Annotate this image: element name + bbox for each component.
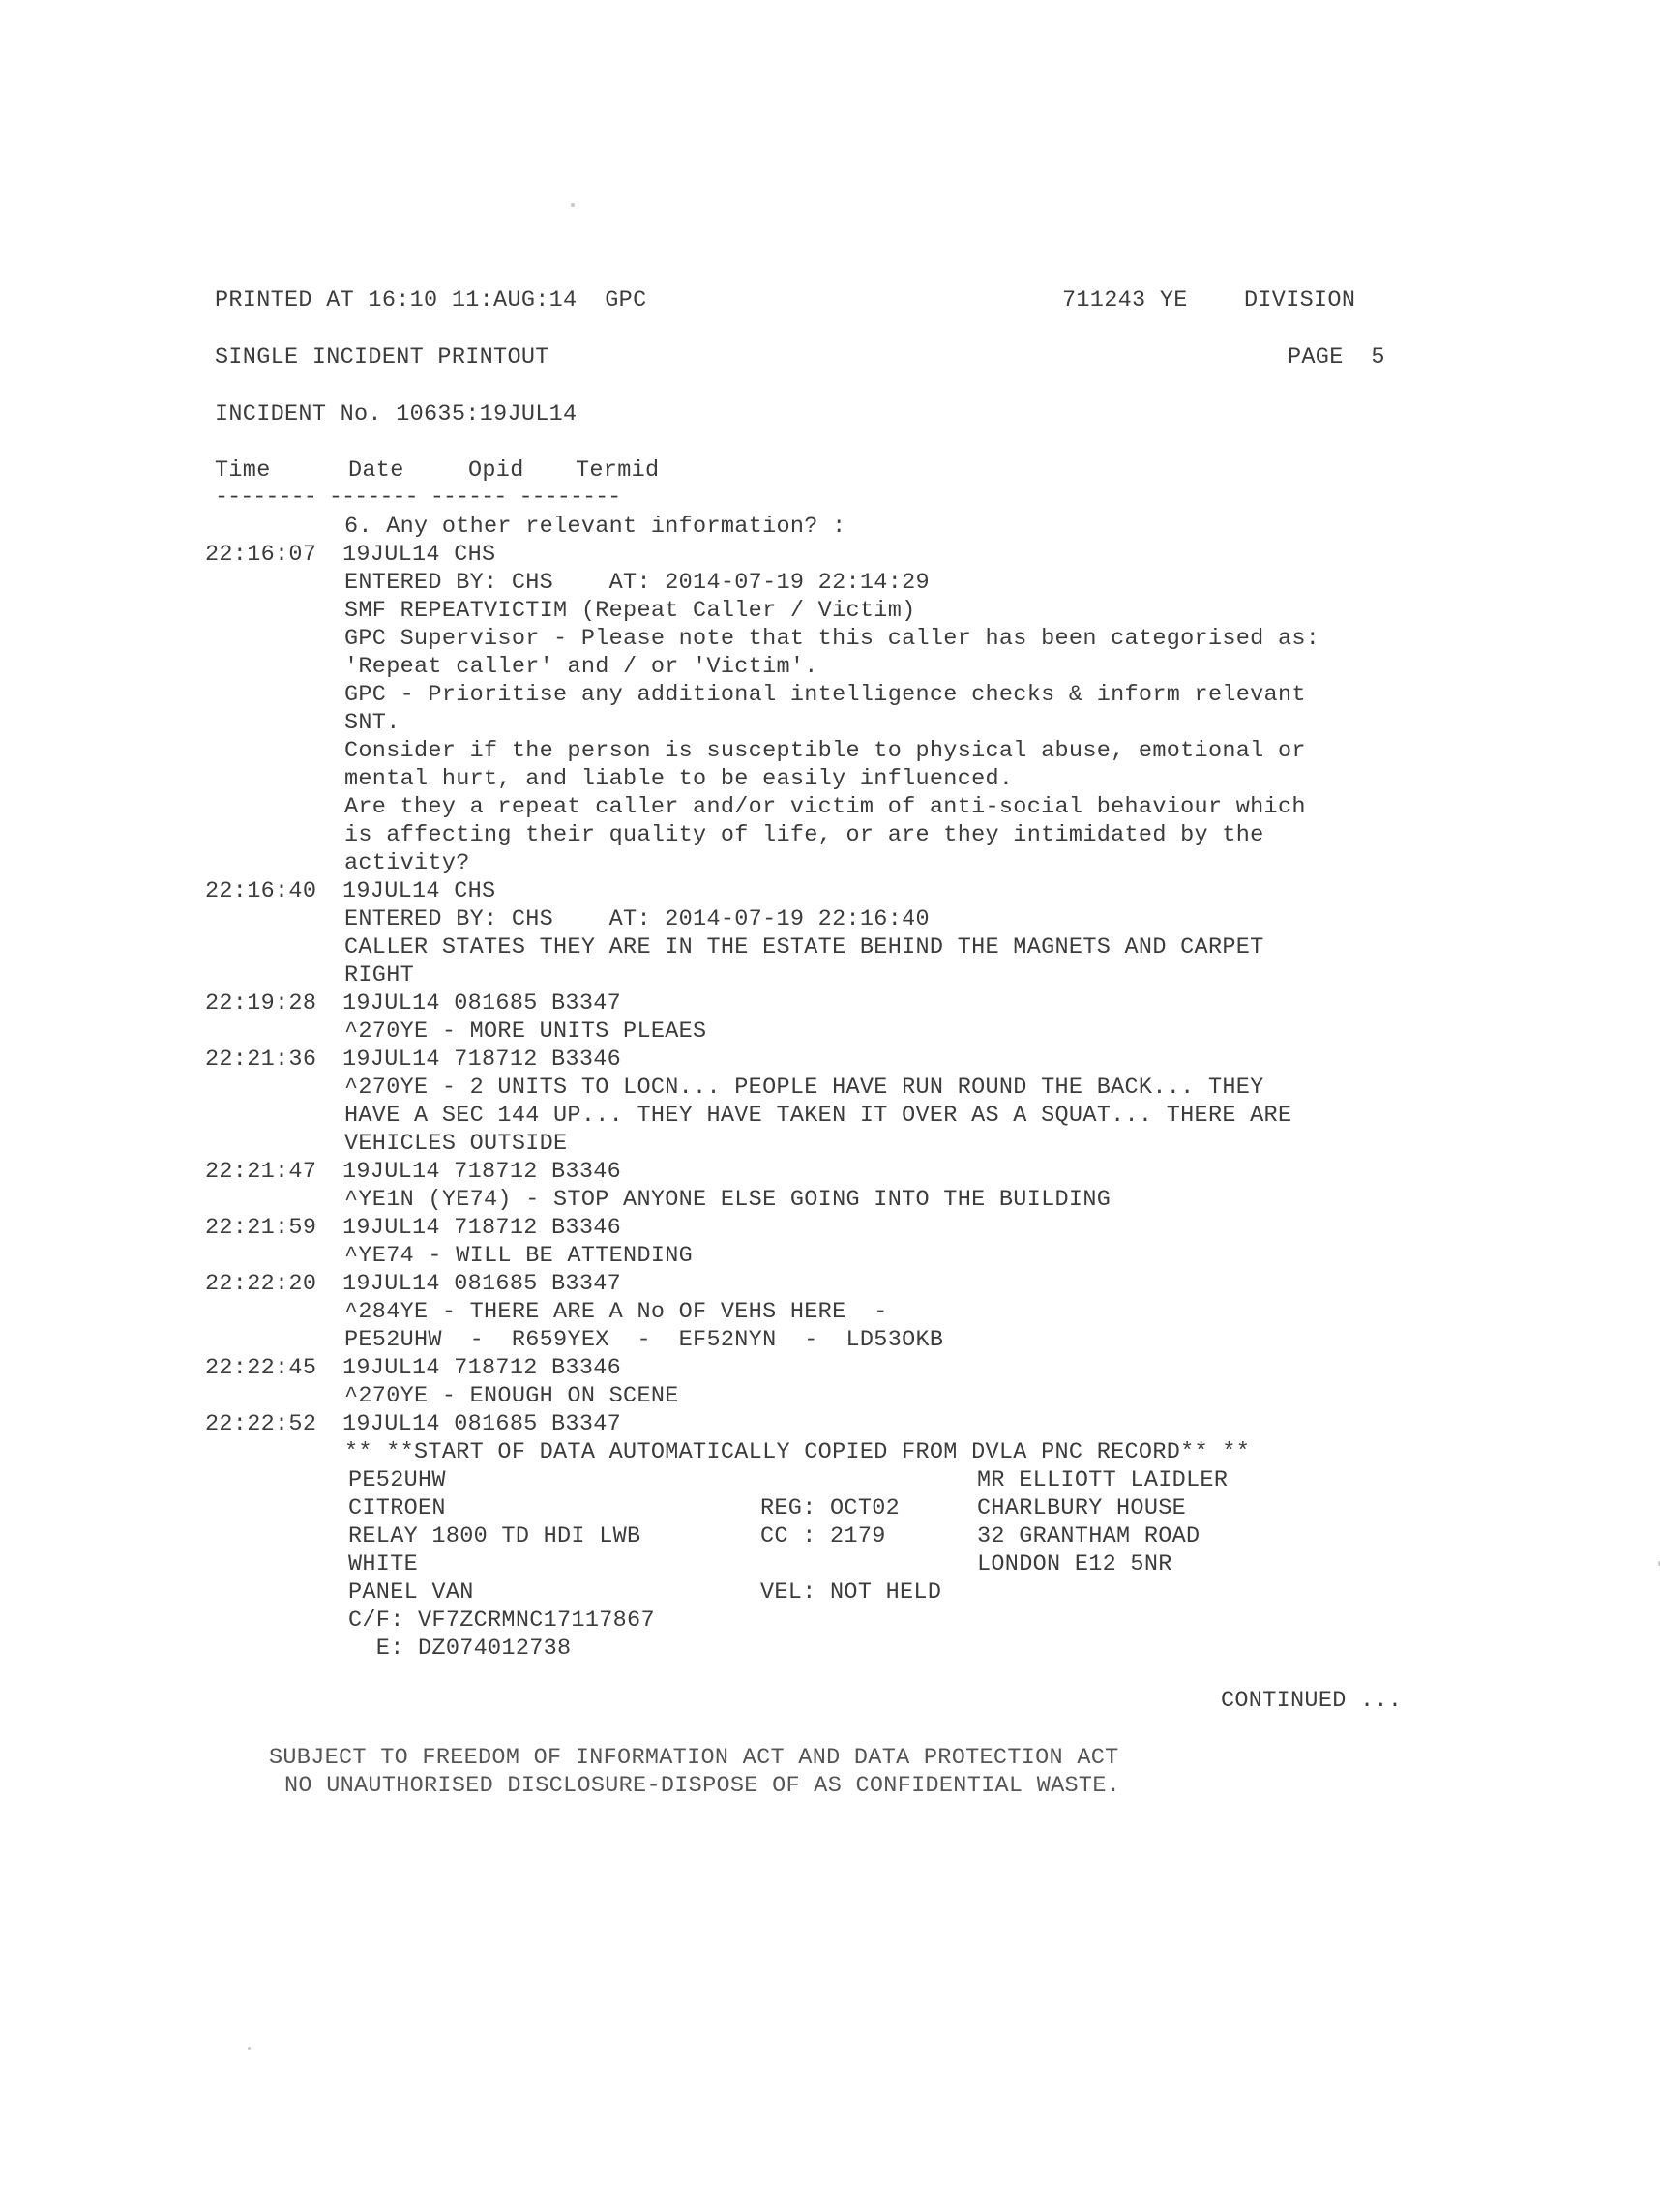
log-timestamp: 22:22:45 [205,1355,317,1381]
log-line: Are they a repeat caller and/or victim of anti-social behaviour which [344,794,1306,820]
log-line: 19JUL14 081685 B3347 [342,1411,622,1437]
log-line: Consider if the person is susceptible to physical abuse, emotional or [344,738,1306,764]
vehicle-left-field: E: DZ074012738 [348,1636,572,1662]
log-timestamp: 22:16:07 [205,542,317,568]
scan-speck [571,203,575,207]
log-line: 19JUL14 718712 B3346 [342,1159,622,1185]
footer-notice-line1: SUBJECT TO FREEDOM OF INFORMATION ACT AND DATA PROTECTION ACT [269,1745,1119,1771]
log-line: SMF REPEATVICTIM (Repeat Caller / Victim) [344,598,916,624]
log-line: CALLER STATES THEY ARE IN THE ESTATE BEHIND THE MAGNETS AND CARPET [344,934,1264,960]
log-timestamp: 22:22:20 [205,1271,317,1297]
log-line: GPC - Prioritise any additional intelligence checks & inform relevant [344,682,1306,708]
vehicle-left-field: WHITE [348,1551,419,1578]
log-line: 19JUL14 718712 B3346 [342,1047,622,1073]
scan-speck [248,2047,251,2050]
log-line: ** **START OF DATA AUTOMATICALLY COPIED FROM DVLA PNC RECORD** ** [344,1439,1251,1465]
vehicle-left-field: C/F: VF7ZCRMNC17117867 [348,1607,655,1634]
printed-at: PRINTED AT 16:10 11:AUG:14 GPC [215,287,647,313]
log-line: ^270YE - 2 UNITS TO LOCN... PEOPLE HAVE RUN ROUND THE BACK... THEY [344,1075,1264,1101]
vehicle-right-field: LONDON E12 5NR [977,1551,1172,1578]
log-timestamp: 22:19:28 [205,990,317,1017]
log-line: RIGHT [344,962,415,988]
vehicle-right-field: MR ELLIOTT LAIDLER [977,1467,1229,1493]
column-date: Date [348,457,404,484]
log-timestamp: 22:22:52 [205,1411,317,1437]
log-line: 19JUL14 CHS [342,542,496,568]
log-timestamp: 22:21:47 [205,1159,317,1185]
log-line: PE52UHW - R659YEX - EF52NYN - LD53OKB [344,1327,944,1353]
log-line: ENTERED BY: CHS AT: 2014-07-19 22:14:29 [344,570,930,596]
log-line: 19JUL14 081685 B3347 [342,1271,622,1297]
log-line: ^284YE - THERE ARE A No OF VEHS HERE - [344,1299,888,1325]
log-line: 19JUL14 718712 B3346 [342,1215,622,1241]
vehicle-left-field: PANEL VAN [348,1579,474,1606]
log-line: is affecting their quality of life, or are they intimidated by the [344,822,1264,848]
log-line: ENTERED BY: CHS AT: 2014-07-19 22:16:40 [344,906,930,932]
log-line: VEHICLES OUTSIDE [344,1131,568,1157]
vehicle-right-field: CHARLBURY HOUSE [977,1495,1187,1521]
vehicle-right-field: 32 GRANTHAM ROAD [977,1523,1201,1549]
vehicle-middle-field: CC : 2179 [760,1523,886,1549]
column-rule: -------- ------- ------ -------- [215,485,621,511]
log-timestamp: 22:21:36 [205,1047,317,1073]
division-ref: 711243 YE [1062,287,1188,313]
log-line: ^270YE - ENOUGH ON SCENE [344,1383,679,1409]
log-line: 19JUL14 718712 B3346 [342,1355,622,1381]
log-line: activity? [344,850,470,876]
vehicle-left-field: RELAY 1800 TD HDI LWB [348,1523,641,1549]
log-timestamp: 22:16:40 [205,878,317,904]
document-title: SINGLE INCIDENT PRINTOUT [215,344,549,370]
page-number: PAGE 5 [1288,344,1385,370]
log-line: ^YE1N (YE74) - STOP ANYONE ELSE GOING INTO THE BUILDING [344,1187,1112,1213]
log-line: HAVE A SEC 144 UP... THEY HAVE TAKEN IT OVER AS A SQUAT... THERE ARE [344,1103,1292,1129]
column-termid: Termid [576,457,660,484]
division-label: DIVISION [1244,287,1356,313]
log-line: GPC Supervisor - Please note that this caller has been categorised as: [344,626,1320,652]
column-time: Time [215,457,271,484]
vehicle-left-field: CITROEN [348,1495,446,1521]
vehicle-middle-field: REG: OCT02 [760,1495,901,1521]
log-line: ^YE74 - WILL BE ATTENDING [344,1243,694,1269]
incident-number: INCIDENT No. 10635:19JUL14 [215,401,578,428]
log-line: 'Repeat caller' and / or 'Victim'. [344,654,818,680]
footer-notice-line2: NO UNAUTHORISED DISCLOSURE-DISPOSE OF AS CONFIDENTIAL WASTE. [284,1773,1121,1799]
column-opid: Opid [468,457,524,484]
log-line: 6. Any other relevant information? : [344,514,846,540]
log-timestamp: 22:21:59 [205,1215,317,1241]
log-line: SNT. [344,710,400,736]
vehicle-middle-field: VEL: NOT HELD [760,1579,942,1606]
log-line: ^270YE - MORE UNITS PLEAES [344,1018,707,1045]
vehicle-left-field: PE52UHW [348,1467,446,1493]
log-line: mental hurt, and liable to be easily influenced. [344,766,1014,792]
log-line: 19JUL14 CHS [342,878,496,904]
log-line: 19JUL14 081685 B3347 [342,990,622,1017]
continued-label: CONTINUED ... [1221,1688,1403,1714]
